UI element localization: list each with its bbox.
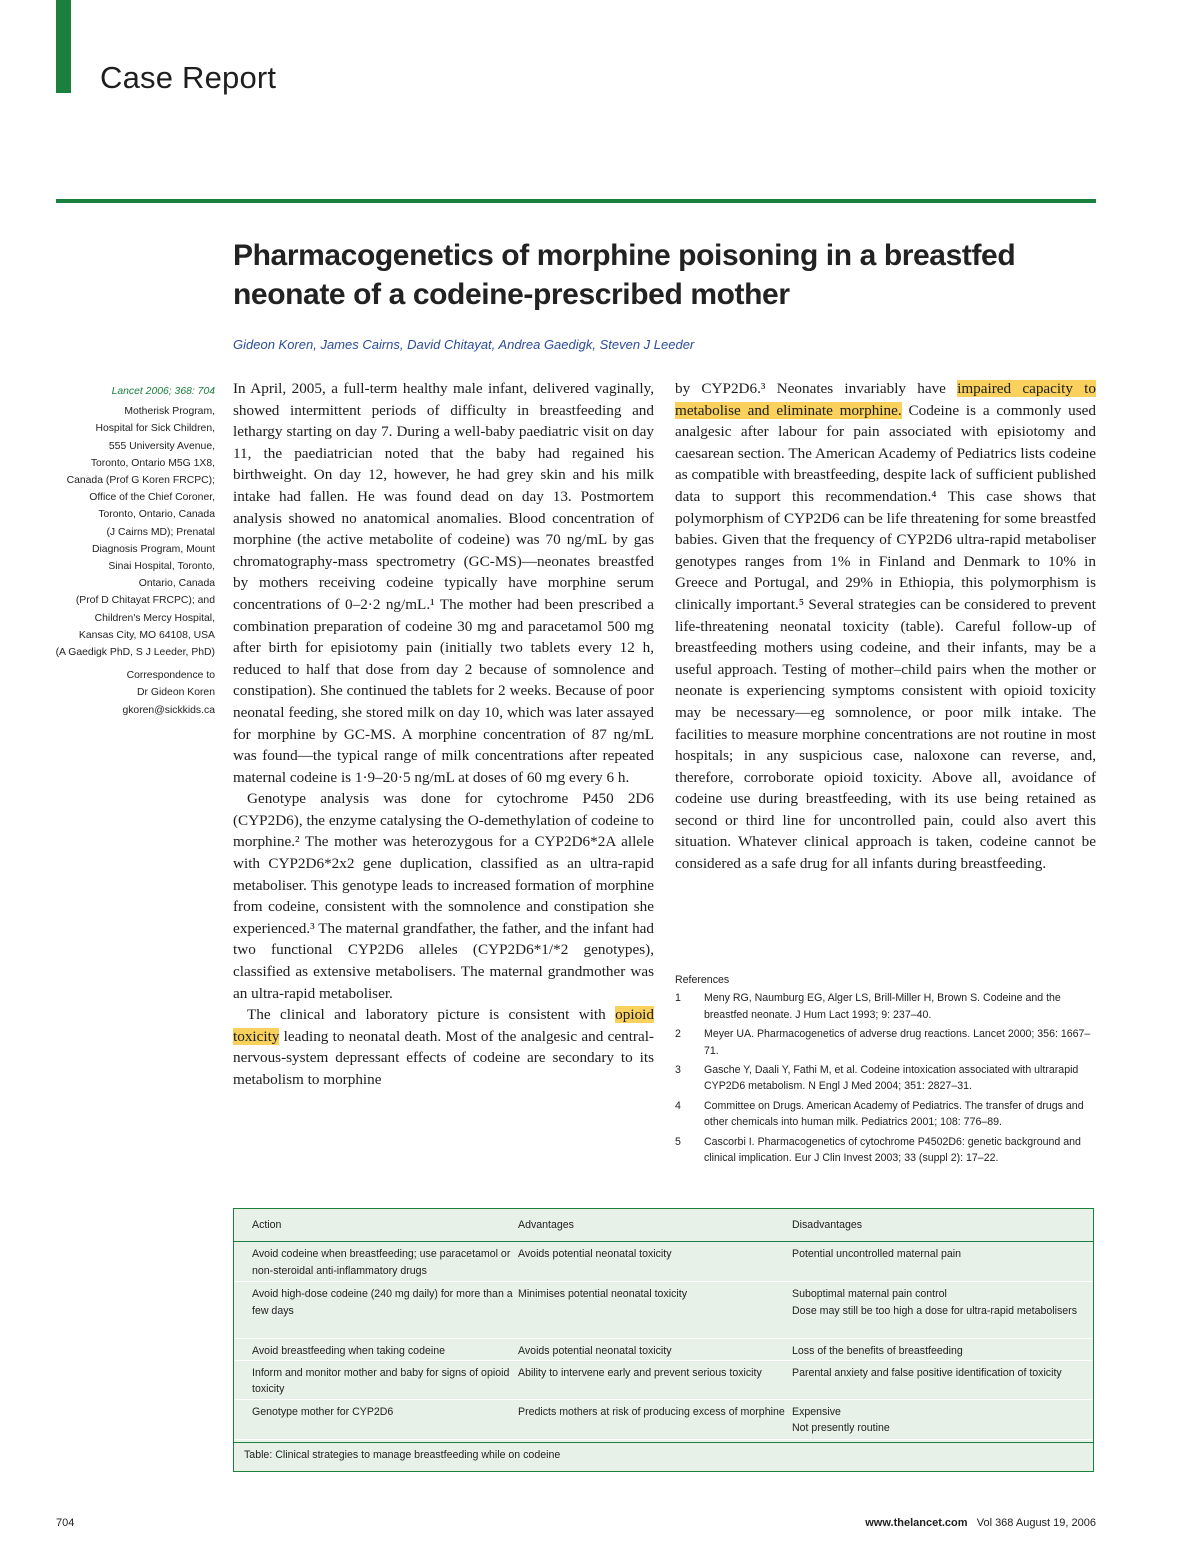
reference-text: Cascorbi I. Pharmacogenetics of cytochrome P4502D6: genetic background and clinical implication. Eur J Clin Invest 2003; 33 (suppl 2): 17–22.	[704, 1135, 1081, 1165]
affiliation-line: Motherisk Program,	[124, 406, 215, 418]
reference-item	[675, 1062, 1096, 1095]
correspondence-line: Dr Gideon Koren	[137, 687, 215, 699]
reference-text: Gasche Y, Daali Y, Fathi M, et al. Codeine intoxication associated with ultrarapid CYP2D6 metabolism. N Engl J Med 2004; 351: 2827–31.	[704, 1064, 1079, 1093]
reference-item	[675, 1098, 1096, 1131]
table-cell: Parental anxiety and false positive identification of toxicity	[792, 1366, 1062, 1379]
references	[675, 972, 1096, 1169]
header-rule	[56, 199, 1096, 203]
correspondence-email[interactable]: gkoren@sickkids.ca	[122, 704, 215, 716]
table-header-cell: Disadvantages	[792, 1218, 863, 1231]
page-number: 704	[56, 1517, 75, 1529]
table-cell: Potential uncontrolled maternal pain	[792, 1248, 962, 1260]
text-run: by CYP2D6.³ Neonates invariably have	[675, 380, 958, 397]
body-column-1	[233, 378, 654, 1091]
paragraph	[675, 378, 1096, 875]
citation: Lancet 2006; 368: 704	[111, 386, 215, 397]
affiliation-line: Ontario, Canada	[138, 578, 215, 590]
table-cell: Avoids potential neonatal toxicity	[518, 1248, 672, 1260]
text-run: The clinical and laboratory picture is consistent with	[247, 1006, 616, 1024]
author-list: Gideon Koren, James Cairns, David Chitayat, Andrea Gaedigk, Steven J Leeder	[233, 337, 695, 352]
table-body	[234, 1242, 1093, 1440]
affiliation-line: Hospital for Sick Children,	[95, 423, 215, 435]
paragraph: In April, 2005, a full-term healthy male infant, delivered vaginally, showed intermittent periods of difficulty in breastfeeding and lethargy starting on day 7. During a well-baby paediatric visit on day 11, the paediatrician noted that the baby had regained his birthweight. On day 12, however, he had grey skin and his milk intake had fallen. He was found dead on day 13. Postmortem analysis showed no anatomical anomalies. Blood concentration of morphine (the active metabolite of codeine) was 70 ng/mL by gas chromatography-mass spectrometry (GC-MS)—neonates breastfed by mothers receiving codeine typically have morphine serum concentrations of 0–2·2 ng/mL.¹ The mother had been prescribed a combination preparation of codeine 30 mg and paracetamol 500 mg after birth for episiotomy pain (initially two tablets every 12 h, reduced to half that dose from day 2 because of somnolence and constipation). She continued the tablets for 2 weeks. Because of poor neonatal feeding, she stored milk on day 10, which was later assayed for morphine by GC-MS. A morphine concentration of 87 ng/mL was found—the typical range of milk concentrations after repeated maternal codeine is 1·9–20·5 ng/mL at doses of 60 mg every 6 h.	[233, 380, 654, 786]
table-cell: Minimises potential neonatal toxicity	[518, 1288, 687, 1300]
references-heading: References	[675, 974, 730, 986]
reference-list	[675, 990, 1096, 1166]
table-cell: Predicts mothers at risk of producing excess of morphine	[518, 1405, 785, 1418]
table-row	[234, 1282, 1093, 1339]
affiliation-line: Sinai Hospital, Toronto,	[108, 561, 215, 573]
reference-item	[675, 990, 1096, 1023]
table-cell: Avoids potential neonatal toxicity	[518, 1345, 672, 1357]
footer-journal-info	[832, 1517, 1096, 1529]
affiliation-line: Kansas City, MO 64108, USA	[78, 629, 215, 641]
table-cell: Expensive Not presently routine	[792, 1405, 890, 1434]
affiliation-line: Diagnosis Program, Mount	[91, 543, 215, 555]
table-caption-rule	[234, 1442, 1093, 1443]
affiliation-line: (Prof D Chitayat FRCPC); and	[75, 595, 215, 607]
reference-number: 5	[675, 1135, 681, 1148]
table-header-cell: Advantages	[518, 1218, 574, 1231]
table-cell: Suboptimal maternal pain control Dose may still be too high a dose for ultra-rapid metabolisers	[792, 1288, 1077, 1317]
table-cell: Ability to intervene early and prevent serious toxicity	[518, 1366, 762, 1379]
highlight-impaired-capacity: impaired capacity to metabolise and eliminate morphine.	[675, 380, 1096, 419]
reference-number: 2	[675, 1028, 681, 1041]
affiliation-line: Children's Mercy Hospital,	[94, 612, 215, 624]
affiliation-line: Office of the Chief Coroner,	[89, 492, 215, 504]
body-column-2	[675, 378, 1096, 875]
table-header-row	[234, 1209, 1093, 1242]
section-label: Case Report	[100, 60, 277, 95]
table-cell: Genotype mother for CYP2D6	[252, 1405, 394, 1418]
reference-number: 4	[675, 1099, 681, 1112]
table-cell: Avoid codeine when breastfeeding; use paracetamol or non-steroidal anti-inflammatory drugs	[252, 1248, 511, 1277]
table-cell: Inform and monitor mother and baby for signs of opioid toxicity	[252, 1366, 510, 1395]
reference-text: Meny RG, Naumburg EG, Alger LS, Brill-Miller H, Brown S. Codeine and the breastfed neonate. J Hum Lact 1993; 9: 237–40.	[704, 992, 1061, 1021]
affiliations	[52, 403, 215, 661]
table-cell: Avoid breastfeeding when taking codeine	[252, 1345, 445, 1357]
affiliation-line: Toronto, Ontario M5G 1X8,	[90, 457, 215, 469]
highlight-opioid-toxicity: opioid toxicity	[233, 1006, 654, 1045]
table-row	[234, 1361, 1093, 1400]
reference-text: Committee on Drugs. American Academy of Pediatrics. The transfer of drugs and other chemicals into human milk. Pediatrics 2001; 108: 776–89.	[704, 1099, 1084, 1129]
affiliation-line: (A Gaedigk PhD, S J Leeder, PhD)	[55, 647, 215, 659]
table-header-cell: Action	[252, 1218, 282, 1231]
text-run: leading to neonatal death. Most of the analgesic and central-nervous-system depressant effects of codeine are secondary to its metabolism to morphine	[233, 1027, 654, 1088]
table-cell: Loss of the benefits of breastfeeding	[792, 1345, 963, 1357]
affiliation-line: (J Cairns MD); Prenatal	[106, 526, 215, 538]
reference-number: 1	[675, 992, 681, 1005]
table-cell: Avoid high-dose codeine (240 mg daily) for more than a few days	[252, 1288, 513, 1317]
text-run: Codeine is a commonly used analgesic after labour for pain associated with episiotomy and caesarean section. The American Academy of Pediatrics lists codeine as compatible with breastfeeding, despite lack of sufficient published data to support this recommendation.⁴ This case shows that polymorphism of CYP2D6 can be life threatening for some breastfed babies. Given that the frequency of CYP2D6 ultra-rapid metaboliser genotypes ranges from 1% in Finland and Denmark to 10% in Greece and Portugal, and 29% in Ethiopia, this polymorphism is clinically important.⁵ Several strategies can be considered to prevent life-threatening neonatal toxicity (table). Careful follow-up of breastfeeding mothers using codeine, and their infants, may be a useful approach. Testing of mother–child pairs when the mother or neonate is experiencing symptoms consistent with opioid toxicity may be necessary—eg somnolence, or poor milk intake. The facilities to measure morphine concentrations are not routine in most hospitals; in any suspicious case, naloxone can reverse, and, therefore, corroborate opioid toxicity. Above all, avoidance of codeine use during breastfeeding, with its use being retained as second or third line for uncontrolled pain, could also avert this situation. Whatever clinical approach is taken, codeine cannot be considered as a safe drug for all infants during breastfeeding.	[675, 401, 1096, 873]
article-title: Pharmacogenetics of morphine poisoning in a breastfed neonate of a codeine-prescribed mother	[233, 239, 1016, 311]
affiliation-line: Toronto, Ontario, Canada	[98, 509, 215, 521]
table-row	[234, 1400, 1093, 1440]
strategies-table	[233, 1208, 1094, 1472]
reference-item	[675, 1134, 1096, 1167]
paragraph: Genotype analysis was done for cytochrome P450 2D6 (CYP2D6), the enzyme catalysing the O-demethylation of codeine to morphine.² The mother was heterozygous for a CYP2D6*2A allele with CYP2D6*2x2 gene duplication, classified as an ultra-rapid metaboliser. This genotype leads to increased formation of morphine from codeine, consistent with the somnolence and constipation she experienced.³ The maternal grandfather, the father, and the infant had two functional CYP2D6 alleles (CYP2D6*1/*2 genotypes), classified as extensive metabolisers. The maternal grandmother was an ultra-rapid metaboliser.	[233, 790, 654, 1002]
table-caption: Table: Clinical strategies to manage breastfeeding while on codeine	[244, 1449, 561, 1461]
affiliation-line: 555 University Avenue,	[108, 440, 215, 452]
reference-text: Meyer UA. Pharmacogenetics of adverse drug reactions. Lancet 2000; 356: 1667–71.	[704, 1028, 1091, 1057]
reference-number: 3	[675, 1064, 681, 1077]
paragraph	[233, 1004, 654, 1090]
table-row	[234, 1339, 1093, 1361]
affiliation-line: Canada (Prof G Koren FRCPC);	[66, 475, 215, 487]
reference-item	[675, 1026, 1096, 1059]
journal-url[interactable]: www.thelancet.com	[865, 1517, 968, 1529]
correspondence-line: Correspondence to	[126, 670, 215, 682]
table-row	[234, 1242, 1093, 1282]
issue-info: Vol 368 August 19, 2006	[976, 1517, 1096, 1529]
correspondence	[52, 667, 215, 719]
journal-accent-bar	[56, 0, 71, 93]
sidebar-notes	[52, 383, 215, 719]
